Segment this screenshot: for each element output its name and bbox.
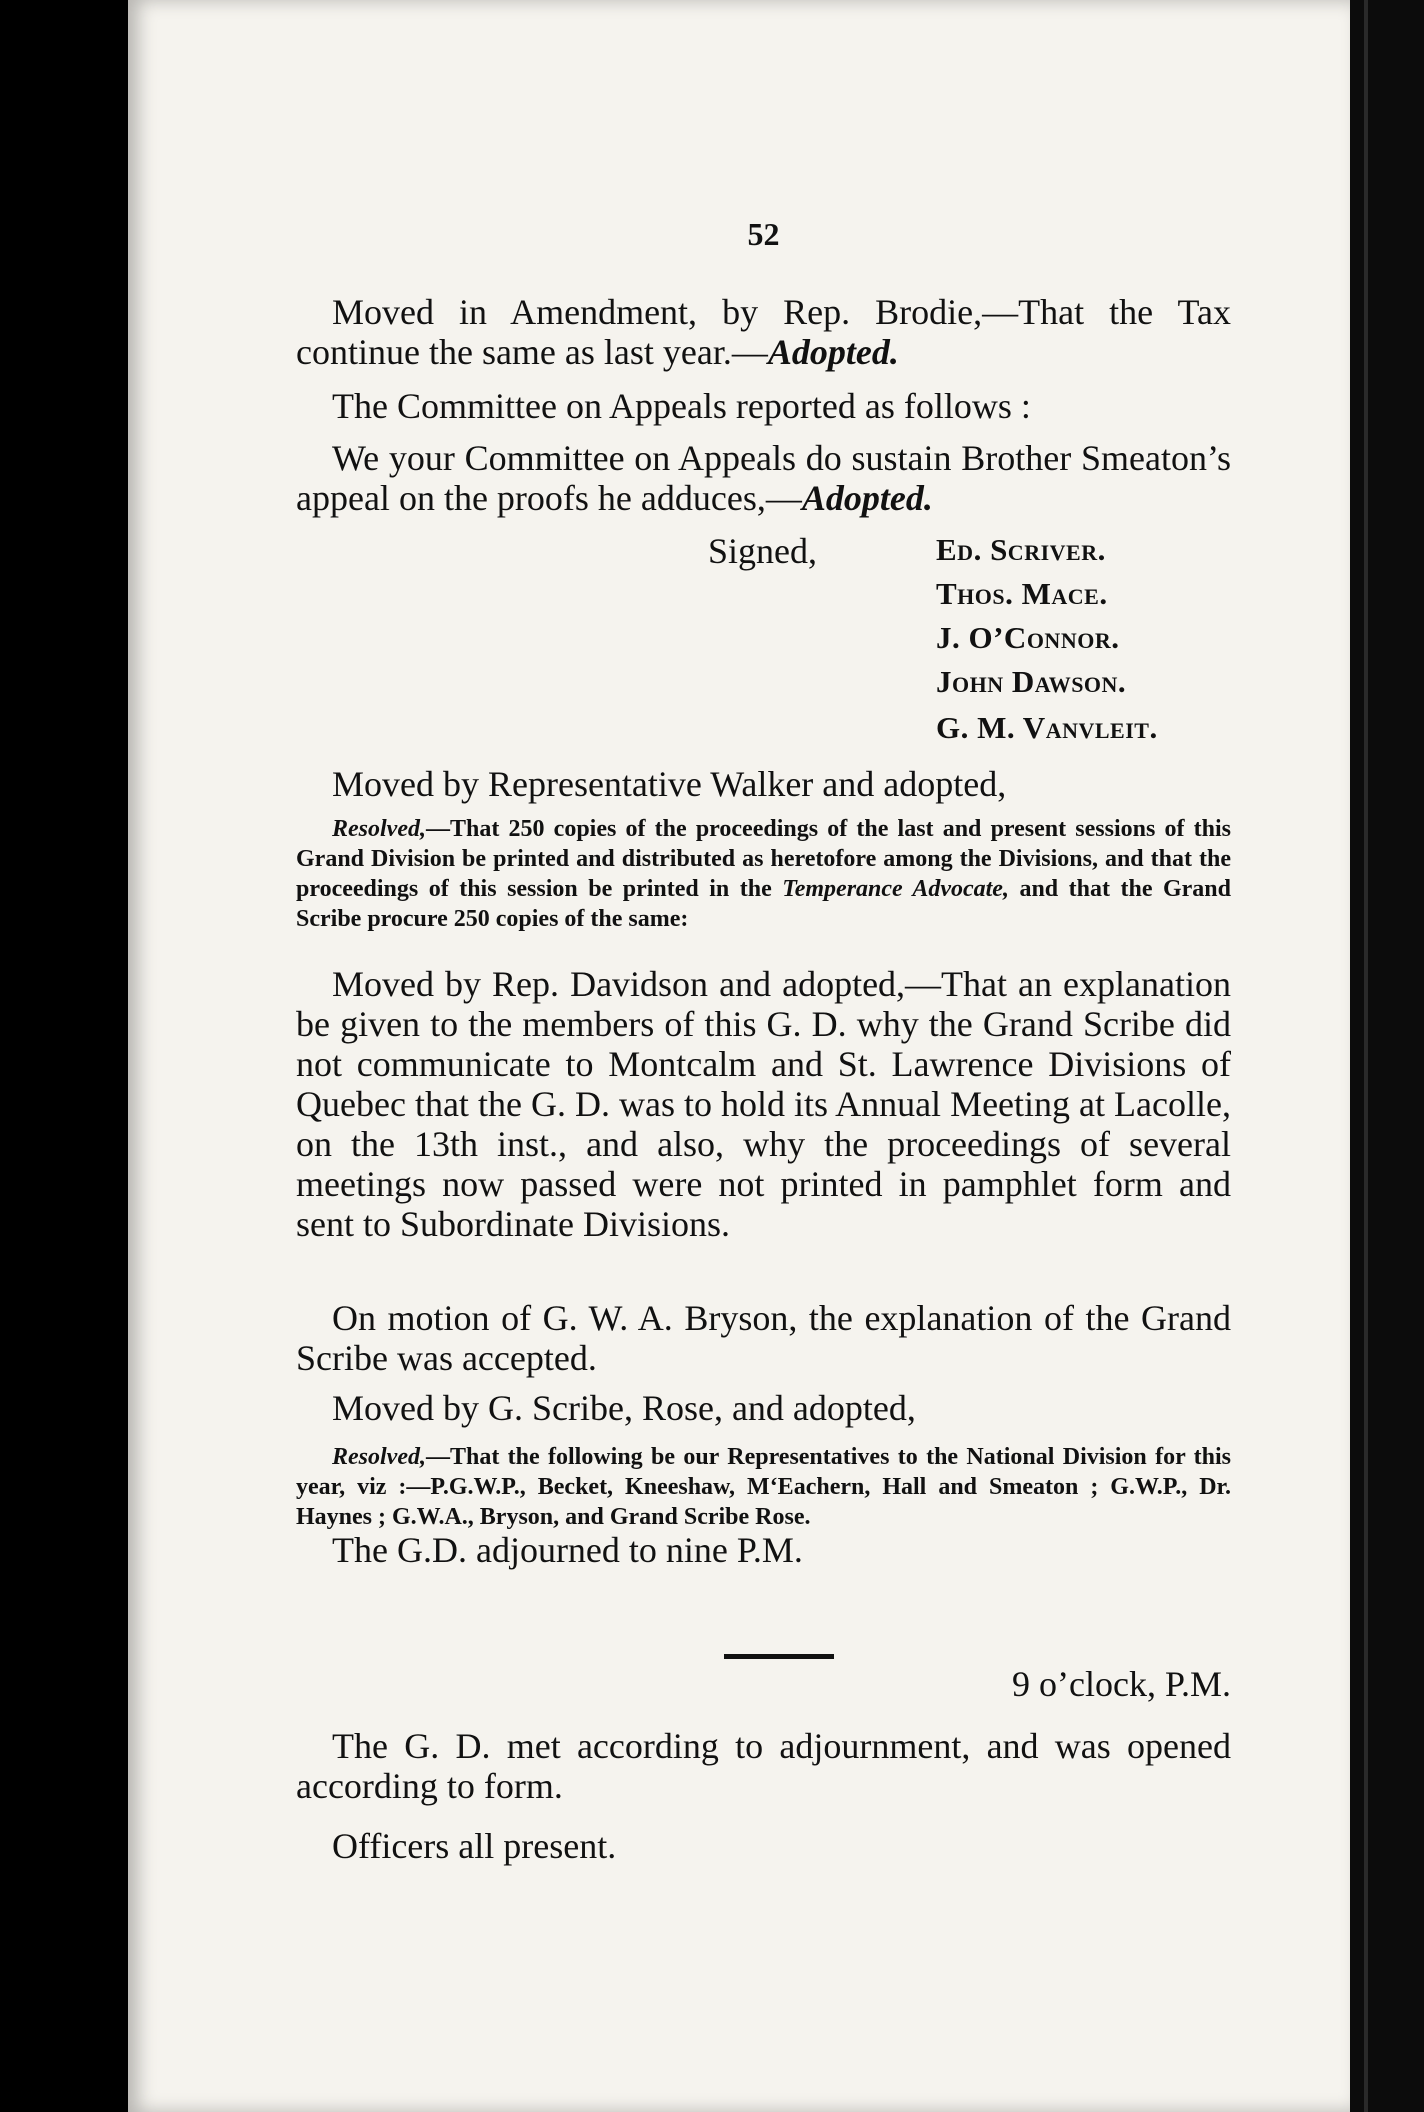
davidson-motion-paragraph: Moved by Rep. Davidson and adopted,—That an explanation be given to the members of this G. D. why the Grand Scribe did not communicate to Montcalm and St. Lawrence Divisions of Quebec that the G. D. was to hold its Annual Meeting at Lacolle, on the 13th inst., and also, why the proceedings of several meetings now passed were not printed in pamphlet form and sent to Subordinate Divisions. xyxy=(296,964,1231,1244)
bryson-motion-paragraph: On motion of G. W. A. Bryson, the explanation of the Grand Scribe was accepted. xyxy=(296,1298,1231,1378)
temperance-advocate-title: Temperance Advocate, xyxy=(782,876,1009,902)
representatives-resolution-text: —That the following be our Representatives to the National Division for this year, viz :—P.G.W.P., Becket, Kneeshaw, M‘Eachern, Hall and Smeaton ; G.W.P., Dr. Haynes ; G.W.A., Bryson, and Grand Scribe Rose. xyxy=(296,1444,1231,1530)
resolution-copies-text: —That 250 copies of the proceedings of the last and present sessions of this Grand Division be printed and distributed as heretofore among the Divisions, and that the proceedings of this session be printed in the xyxy=(296,816,1231,902)
amendment-text: Moved in Amendment, by Rep. Brodie,—That the Tax continue the same as last year.— xyxy=(296,292,1231,372)
signatory-vanvleit: G. M. Vanvleit. xyxy=(936,710,1158,745)
signatory-oconnor: J. O’Connor. xyxy=(936,620,1120,655)
resolved-lead-2: Resolved, xyxy=(332,1444,426,1470)
officers-paragraph: Officers all present. xyxy=(332,1826,617,1866)
time-heading: 9 o’clock, P.M. xyxy=(1012,1664,1231,1704)
committee-report-paragraph: The Committee on Appeals reported as follows : xyxy=(332,386,1031,426)
amendment-adopted: Adopted. xyxy=(767,332,899,372)
signed-label: Signed, xyxy=(708,531,818,571)
section-divider xyxy=(724,1654,834,1659)
amendment-paragraph xyxy=(296,292,1231,372)
signatory-dawson: John Dawson. xyxy=(936,664,1127,699)
page-number: 52 xyxy=(747,216,780,252)
resolution-copies-text-end: and that the Grand Scribe procure 250 copies of the same: xyxy=(296,876,1231,932)
adjourned-paragraph: The G.D. adjourned to nine P.M. xyxy=(332,1530,803,1570)
appeal-text: We your Committee on Appeals do sustain Brother Smeaton’s appeal on the proofs he adduces,— xyxy=(296,438,1231,518)
signatory-mace: Thos. Mace. xyxy=(936,576,1108,611)
appeal-adopted: Adopted. xyxy=(801,478,933,518)
appeal-paragraph xyxy=(296,438,1231,518)
resolution-copies-paragraph xyxy=(296,814,1231,934)
met-paragraph: The G. D. met according to adjournment, and was opened according to form. xyxy=(296,1726,1231,1806)
resolved-lead: Resolved, xyxy=(332,816,426,842)
binding-edge xyxy=(1364,0,1368,2112)
representatives-resolution-paragraph xyxy=(296,1442,1231,1532)
page-binding xyxy=(1350,0,1424,2112)
walker-motion-paragraph: Moved by Representative Walker and adopted, xyxy=(332,764,1007,804)
rose-motion-paragraph: Moved by G. Scribe, Rose, and adopted, xyxy=(332,1388,916,1428)
signatory-scriver: Ed. Scriver. xyxy=(936,532,1106,567)
